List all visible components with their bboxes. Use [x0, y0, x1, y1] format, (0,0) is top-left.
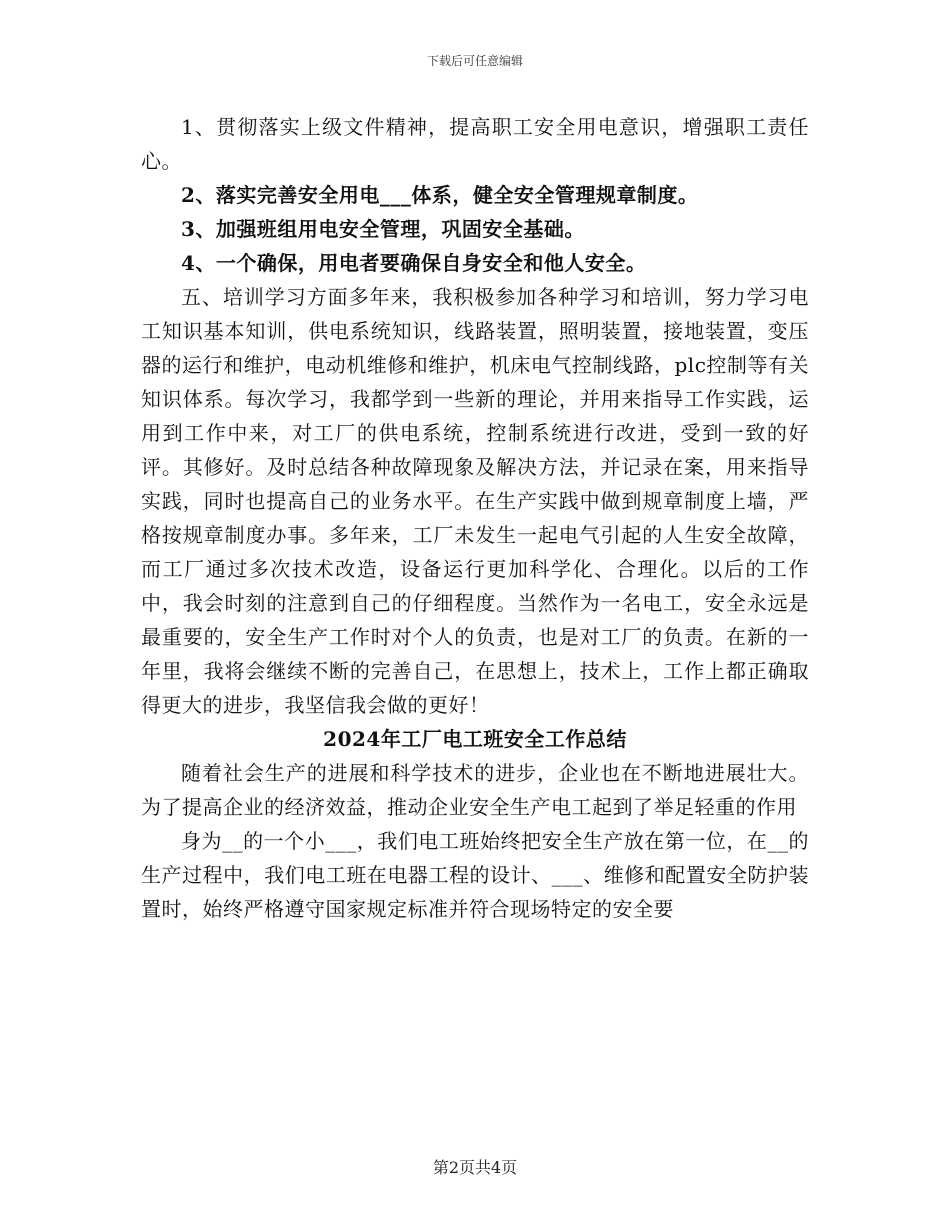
paragraph-item-4: 4、一个确保，用电者要确保自身安全和他人安全。: [181, 251, 647, 275]
document-body: [141, 110, 809, 926]
paragraph-intro: 随着社会生产的进展和科学技术的进步，企业也在不断地进展壮大。为了提高企业的经济效益，推动企业安全生产电工起到了举足轻重的作用: [141, 761, 809, 819]
paragraph-item-3: 3、加强班组用电安全管理，巩固安全基础。: [181, 217, 585, 241]
paragraph-body: 身为__的一个小___，我们电工班始终把安全生产放在第一位，在__的生产过程中，我们电工班在电器工程的设计、___、维修和配置安全防护装置时，始终严格遵守国家规定标准并符合现场特定的安全要: [141, 829, 809, 921]
paragraph-item-1: 1、贯彻落实上级文件精神，提高职工安全用电意识，增强职工责任心。: [141, 115, 809, 173]
section-title: 2024年工厂电工班安全工作总结: [323, 727, 627, 751]
page-number: 第2页共4页: [432, 1158, 518, 1177]
paragraph-training: 五、培训学习方面多年来，我积极参加各种学习和培训，努力学习电工知识基本知训，供电系统知识，线路装置，照明装置，接地装置，变压器的运行和维护，电动机维修和维护，机床电气控制线路，plc控制等有关知识体系。每次学习，我都学到一些新的理论，并用来指导工作实践，运用到工作中来，对工厂的供电系统，控制系统进行改进，受到一致的好评。其修好。及时总结各种故障现象及解决方法，并记录在案，用来指导实践，同时也提高自己的业务水平。在生产实践中做到规章制度上墙，严格按规章制度办事。多年来，工厂未发生一起电气引起的人生安全故障，而工厂通过多次技术改造，设备运行更加科学化、合理化。以后的工作中，我会时刻的注意到自己的仔细程度。当然作为一名电工，安全永远是最重要的，安全生产工作时对个人的负责，也是对工厂的负责。在新的一年里，我将会继续不断的完善自己，在思想上，技术上，工作上都正确取得更大的进步，我坚信我会做的更好！: [141, 285, 809, 717]
page-header: 下载后可任意编辑: [426, 54, 523, 68]
paragraph-item-2: 2、落实完善安全用电___体系，健全安全管理规章制度。: [181, 183, 699, 207]
